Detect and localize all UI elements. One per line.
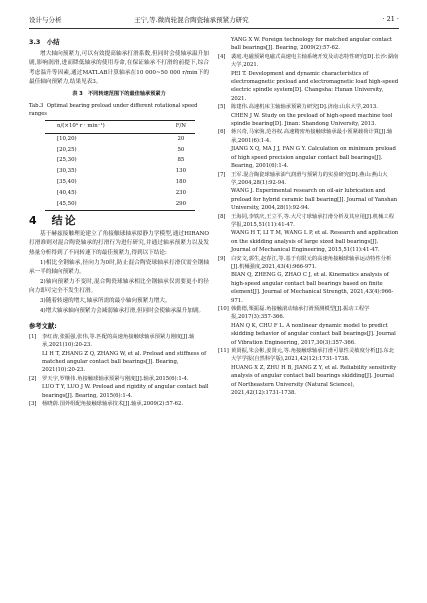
reference-line: 蒋兴奇,马家驹,范谷权.高速精密角接触球轴承最小预紧载荷计算[J].轴承,2001(6):1-4. <box>231 129 393 144</box>
speed-range-cell: [35,40) <box>57 179 77 186</box>
force-cell: 180 <box>175 179 187 186</box>
conclusion-heading: 4 结论 <box>29 214 78 228</box>
reference-text <box>231 128 399 170</box>
reference-line: 王海同,李铁庆,王立平,等.大尺寸球轴承打滑分析及其应用[J].机械工程学报,2015,51(11):41-47. <box>231 213 394 228</box>
reference-line: LI H T, ZHANG Z Q, ZHANG W, et al. Preload and stiffness of matched angular contact ball bearings[J]. Bearing, 2021(10):20-23. <box>42 350 207 374</box>
reference-number: [1] <box>29 333 37 340</box>
running-header <box>29 15 399 27</box>
reference-line: 罗天宇,罗继伟.角接触球轴承预紧与刚度[J].轴承,2015(6):1-4. <box>42 375 189 382</box>
conclusion-item: 3)随着转速的增大,轴承所需的最小轴向预紧力增大。 <box>40 298 171 305</box>
reference-text <box>42 375 209 400</box>
reference-line: 王军.混合陶瓷球轴承油气润滑与预紧力的实验研究[D].燕山:燕山大学,2004,28(1):92-94. <box>231 171 388 186</box>
table-row <box>45 199 195 210</box>
reference-number: [10] <box>218 306 229 312</box>
force-cell: 290 <box>167 199 195 210</box>
reference-line: YANG X W. Foreign technology for matched angular contact ball bearings[J]. Bearing, 2009(2):57-62. <box>231 37 393 52</box>
reference-line: PEI T. Development and dynamic characteristics of electromagnetic preload and electromagnetic load high-speed electric spindle system[D]. Changsha: Hunan University, 2021. <box>231 70 399 102</box>
reference-line: HUANG X Z, ZHU H B, JIANG Z Y, et al. Reliability sensitivity analysis of angular contact ball bearings skidding[J]. Journal of Northeastern University (Natural Science), 2021,42(12):1731-1738. <box>231 364 397 397</box>
speed-range-cell: [40,45) <box>57 190 77 197</box>
table-caption-en-label: Tab.3 <box>29 103 44 110</box>
reference-list-right <box>218 36 399 397</box>
reference-line: JIANG X Q, MA J J, FAN G Y. Calculation on minimum preload of high speed precision angular contact ball bearings[J]. Bearing, 2001(6):1-4. <box>231 146 396 170</box>
reference-item <box>218 213 399 255</box>
reference-number: [2] <box>29 375 37 382</box>
reference-line: 陈建伟.高速机床主轴轴承预紧力研究[D].济南:山东大学,2013. <box>231 104 378 111</box>
reference-number: [7] <box>218 171 226 178</box>
reference-item <box>218 305 399 347</box>
reference-item <box>218 255 399 305</box>
references-heading: 参考文献: <box>29 323 57 331</box>
reference-number: [4] <box>218 53 226 60</box>
reference-line: CHEN J W. Study on the preload of high-speed machine tool spindle bearing[D]. Jinan: Shandong University, 2013. <box>231 112 393 128</box>
reference-line: WANG J. Experimental research on oil-air lubrication and preload for hybrid ceramic ball bearing[J]. Journal of Yanshan University, 2004,28(1):92-94. <box>231 188 398 212</box>
conclusion-item: 4)增大轴承轴向预紧力会减弱轴承打滑,但同时会使轴承温升加剧。 <box>40 307 205 314</box>
force-cell: 230 <box>175 190 187 197</box>
conclusion-item: 2)轴向预紧力不变时,混合陶瓷球轴承相比全钢轴承仅需要更小的径向力即可完全不发生打滑。 <box>29 278 209 295</box>
conclusion-item: 1)相比全钢轴承,径向力为0时,防止混合陶瓷球轴承打滑仅需全钢轴承一半的轴向预紧力。 <box>29 259 209 276</box>
reference-item <box>29 333 209 375</box>
reference-item <box>218 128 399 170</box>
column-header-speed: n/(×10⁴ r · min⁻¹) <box>45 121 167 134</box>
reference-item <box>218 36 399 53</box>
reference-number: [6] <box>218 129 226 136</box>
reference-line: 韩勤德,栗振磊.角接触滚动轴承打滑预测模型[J].振动工程学报,2017(3):357-366. <box>231 306 370 321</box>
reference-text <box>231 305 399 347</box>
reference-line: BIAN Q, ZHENG G, ZHAO C J, et al. Kinematics analysis of high-speed angular contact ball bearings based on finite element[J]. Journal of Mechanical Strength, 2021,43(4):966-971. <box>231 272 394 304</box>
section-heading-summary: 3.3 小结 <box>29 38 60 46</box>
table-row <box>45 134 195 145</box>
column-header-force: F/N <box>167 121 195 134</box>
table-row <box>45 178 195 189</box>
reference-item <box>218 103 399 128</box>
reference-text <box>231 36 399 53</box>
reference-text <box>231 255 399 305</box>
reference-text <box>42 333 209 375</box>
reference-line: 黄贤振,朱会彬,姜贤元,等.角接触球轴承打滑可靠性灵敏度分析[J].东北大学学报(自然科学版),2021,42(12):1731-1738. <box>231 348 394 363</box>
journal-section-label: 设计与分析 <box>29 16 62 24</box>
preload-table <box>45 120 195 211</box>
reference-item <box>29 400 209 408</box>
speed-range-cell: [45,50) <box>45 199 167 210</box>
reference-text <box>231 347 399 397</box>
reference-line: 李红涛,张振强,张伟,等.匹配的高速角接触球轴承预紧力刚度[J].轴承,2021(10):20-23. <box>42 333 195 349</box>
reference-text <box>231 53 399 103</box>
left-column <box>29 36 209 408</box>
table-header-row <box>45 121 195 134</box>
reference-text <box>231 171 399 213</box>
reference-line: WANG H T, LI T M, WANG L P, et al. Research and application on the skidding analysis of large sized ball bearings[J]. Journal of Mechanical Engineering, 2015,51(11):41-47. <box>231 230 399 254</box>
reference-number <box>218 36 231 53</box>
reference-text <box>231 213 399 255</box>
reference-number: [11] <box>218 348 229 355</box>
header-rule <box>29 28 399 29</box>
table-caption-en-text: Optimal bearing preload under different rotational speed ranges <box>29 103 198 117</box>
force-cell: 50 <box>177 146 185 153</box>
reference-line: HAN Q K, CHU F L. A nonlinear dynamic model to predict skidding behavior of angular contact ball bearings[J]. Journal of Vibration Engineering, 2017,30(3):357-366. <box>231 322 396 346</box>
reference-text <box>42 400 209 408</box>
table-row <box>45 156 195 167</box>
table-row <box>45 145 195 156</box>
reference-number: [5] <box>218 104 226 111</box>
right-column <box>218 36 399 397</box>
table-row <box>45 189 195 200</box>
page-number: · 21 · <box>382 15 399 23</box>
reference-number: [9] <box>218 255 226 262</box>
reference-item <box>218 347 399 397</box>
reference-item <box>218 171 399 213</box>
speed-range-cell: [10,20) <box>57 135 77 142</box>
force-cell: 85 <box>177 157 185 164</box>
reference-line: 裴庭.电磁预紧电磁式高速电主轴系统开发及动态特性研究[D].长沙:湖南大学,2021. <box>231 53 399 69</box>
summary-paragraph: 增大轴向预紧力,可以有效提高轴承打滑系数,但同时会使轴承温升加剧,影响润滑,进而降低轴承的使用寿命,在保证轴承不打滑的前提下,综合考虑温升等因素,通过MATLAB计算轴承在10 000~50 000 r/min下的最佳轴向预紧力,结果见表3。 <box>29 50 209 86</box>
force-cell: 20 <box>177 135 185 142</box>
reference-list-left <box>29 333 209 409</box>
reference-number: [3] <box>29 401 37 408</box>
reference-text <box>231 103 399 128</box>
table-row <box>45 167 195 178</box>
reference-number: [8] <box>218 213 226 220</box>
table-caption-en <box>29 103 209 118</box>
article-short-title: 王宁,等.微尚轮混合陶瓷轴承预紧力研究 <box>134 16 249 24</box>
reference-item <box>218 53 399 103</box>
reference-line: LUO T Y, LUO J W. Preload and rigidity of angular contact ball bearings[J]. Bearing, 2015(6):1-4. <box>42 384 209 399</box>
conclusion-intro: 基于赫兹接触理论建立了角接触球轴承拟静力学模型,通过HIRANO打滑准则对混合陶瓷轴承的打滑行为进行研究,并通过轴承预紧力以及发热量分析得到了不同转速下的最佳预紧力,得到以下结论: <box>29 230 209 257</box>
reference-item <box>29 375 209 400</box>
speed-range-cell: [20,25) <box>57 146 77 153</box>
speed-range-cell: [25,30) <box>57 157 77 164</box>
table-caption-cn: 表 3 不同转速范围下的最佳轴承预紧力 <box>72 90 166 97</box>
speed-range-cell: [30,35) <box>57 168 77 175</box>
force-cell: 130 <box>175 168 187 175</box>
reference-line: 白安文,郭生,赵春江,等.基于有限元的高速角接触球轴承运动特性分析[J].机械强度,2021,43(4):966-971. <box>231 255 392 270</box>
reference-line: 杨晓蔚.国外组配角接触球轴承技术[J].轴承,2009(2):57-62. <box>42 401 184 408</box>
